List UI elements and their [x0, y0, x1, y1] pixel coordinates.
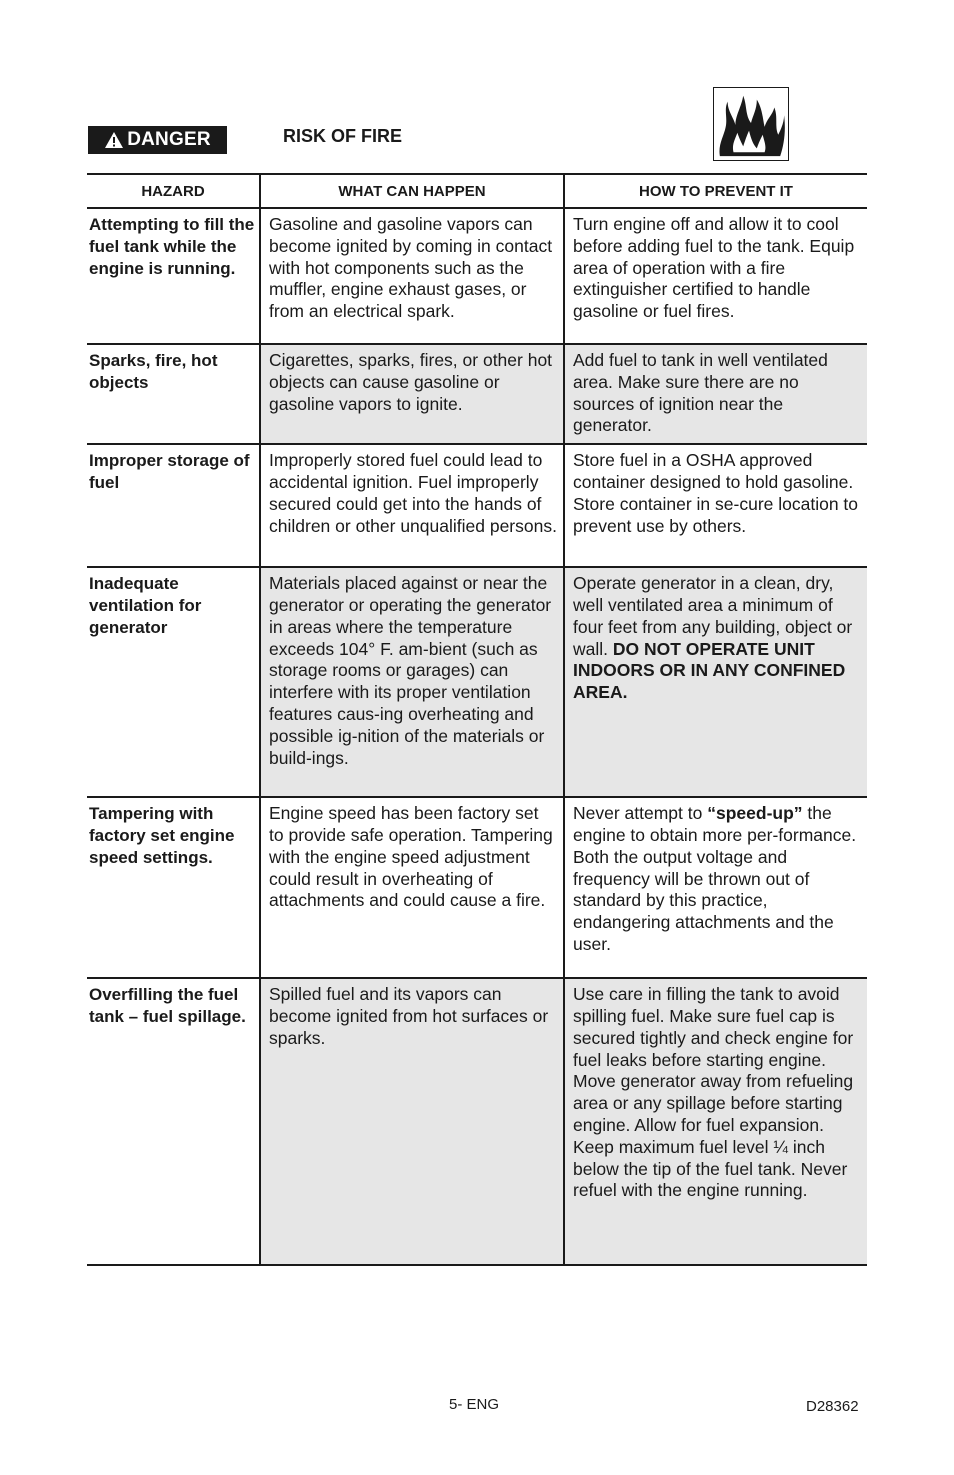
what-can-happen-cell: Gasoline and gasoline vapors can become ignited by coming in contact with hot components such as the muffler, engine exhaust gases, or from an electrical spark. — [260, 208, 564, 344]
danger-badge — [88, 126, 227, 154]
how-to-prevent-cell: Add fuel to tank in well ventilated area. Make sure there are no sources of ignition near the generator. — [564, 344, 867, 444]
prevent-text-post: the engine to obtain more per-formance. Both the output voltage and frequency will be thrown out of standard by this practice, endangering attachments and the user. — [573, 803, 857, 954]
what-can-happen-cell: Spilled fuel and its vapors can become ignited from hot surfaces or sparks. — [260, 978, 564, 1265]
column-header-how-to-prevent: HOW TO PREVENT IT — [564, 174, 867, 208]
hazard-table — [87, 173, 867, 1266]
prevent-text: Operate generator in a clean, dry, well ventilated area a minimum of four feet from any building, object or wall. — [573, 573, 853, 659]
table-row — [87, 978, 867, 1265]
what-can-happen-cell: Engine speed has been factory set to provide safe operation. Tampering with the engine speed adjustment could result in overheating of attachments and could cause a fire. — [260, 797, 564, 978]
hazard-cell: Inadequate ventilation for generator — [87, 567, 260, 797]
table-row — [87, 208, 867, 344]
what-can-happen-cell: Cigarettes, sparks, fires, or other hot objects can cause gasoline or gasoline vapors to ignite. — [260, 344, 564, 444]
how-to-prevent-cell: Use care in filling the tank to avoid spilling fuel. Make sure fuel cap is secured tightly and check engine for fuel leaks before starting engine. Move generator away from refueling area or any spillage before starting engine. Allow for fuel expansion. Keep maximum fuel level ¼ inch below the tip of the fuel tank. Never refuel with the engine running. — [564, 978, 867, 1265]
how-to-prevent-cell: Turn engine off and allow it to cool before adding fuel to the tank. Equip area of operation with a fire extinguisher certified to handle gasoline or fuel fires. — [564, 208, 867, 344]
hazard-cell: Attempting to fill the fuel tank while the engine is running. — [87, 208, 260, 344]
what-can-happen-cell: Improperly stored fuel could lead to accidental ignition. Fuel improperly secured could get into the hands of children or other unqualified persons. — [260, 444, 564, 567]
page-number: 5- ENG — [449, 1396, 500, 1413]
table-header-row — [87, 174, 867, 208]
column-header-what-can-happen: WHAT CAN HAPPEN — [260, 174, 564, 208]
danger-label: DANGER — [127, 129, 211, 150]
prevent-text-bold: “speed-up” — [707, 803, 803, 824]
table-row — [87, 797, 867, 978]
table-row — [87, 567, 867, 797]
how-to-prevent-cell — [564, 567, 867, 797]
hazard-cell: Sparks, fire, hot objects — [87, 344, 260, 444]
prevent-warning-bold: DO NOT OPERATE UNIT INDOORS OR IN ANY CONFINED AREA. — [573, 638, 846, 703]
what-can-happen-cell: Materials placed against or near the generator or operating the generator in areas where the temperature exceeds 104° F. am-bient (such as storage rooms or garages) can interfere with its proper ventilation features caus-ing overheating and possible ig-nition of the materials or build-ings. — [260, 567, 564, 797]
document-code: D28362 — [806, 1398, 859, 1415]
hazard-cell: Improper storage of fuel — [87, 444, 260, 567]
hazard-cell: Overfilling the fuel tank – fuel spillage. — [87, 978, 260, 1265]
risk-title: RISK OF FIRE — [283, 126, 403, 146]
how-to-prevent-cell: Store fuel in a OSHA approved container designed to hold gasoline. Store container in se-cure location to prevent use by others. — [564, 444, 867, 567]
table-row — [87, 444, 867, 567]
table-row — [87, 344, 867, 444]
how-to-prevent-cell — [564, 797, 867, 978]
warning-triangle-icon — [104, 131, 124, 149]
prevent-text-pre: Never attempt to — [573, 803, 703, 824]
hazard-cell: Tampering with factory set engine speed settings. — [87, 797, 260, 978]
column-header-hazard: HAZARD — [87, 174, 260, 208]
fire-icon — [713, 87, 789, 161]
